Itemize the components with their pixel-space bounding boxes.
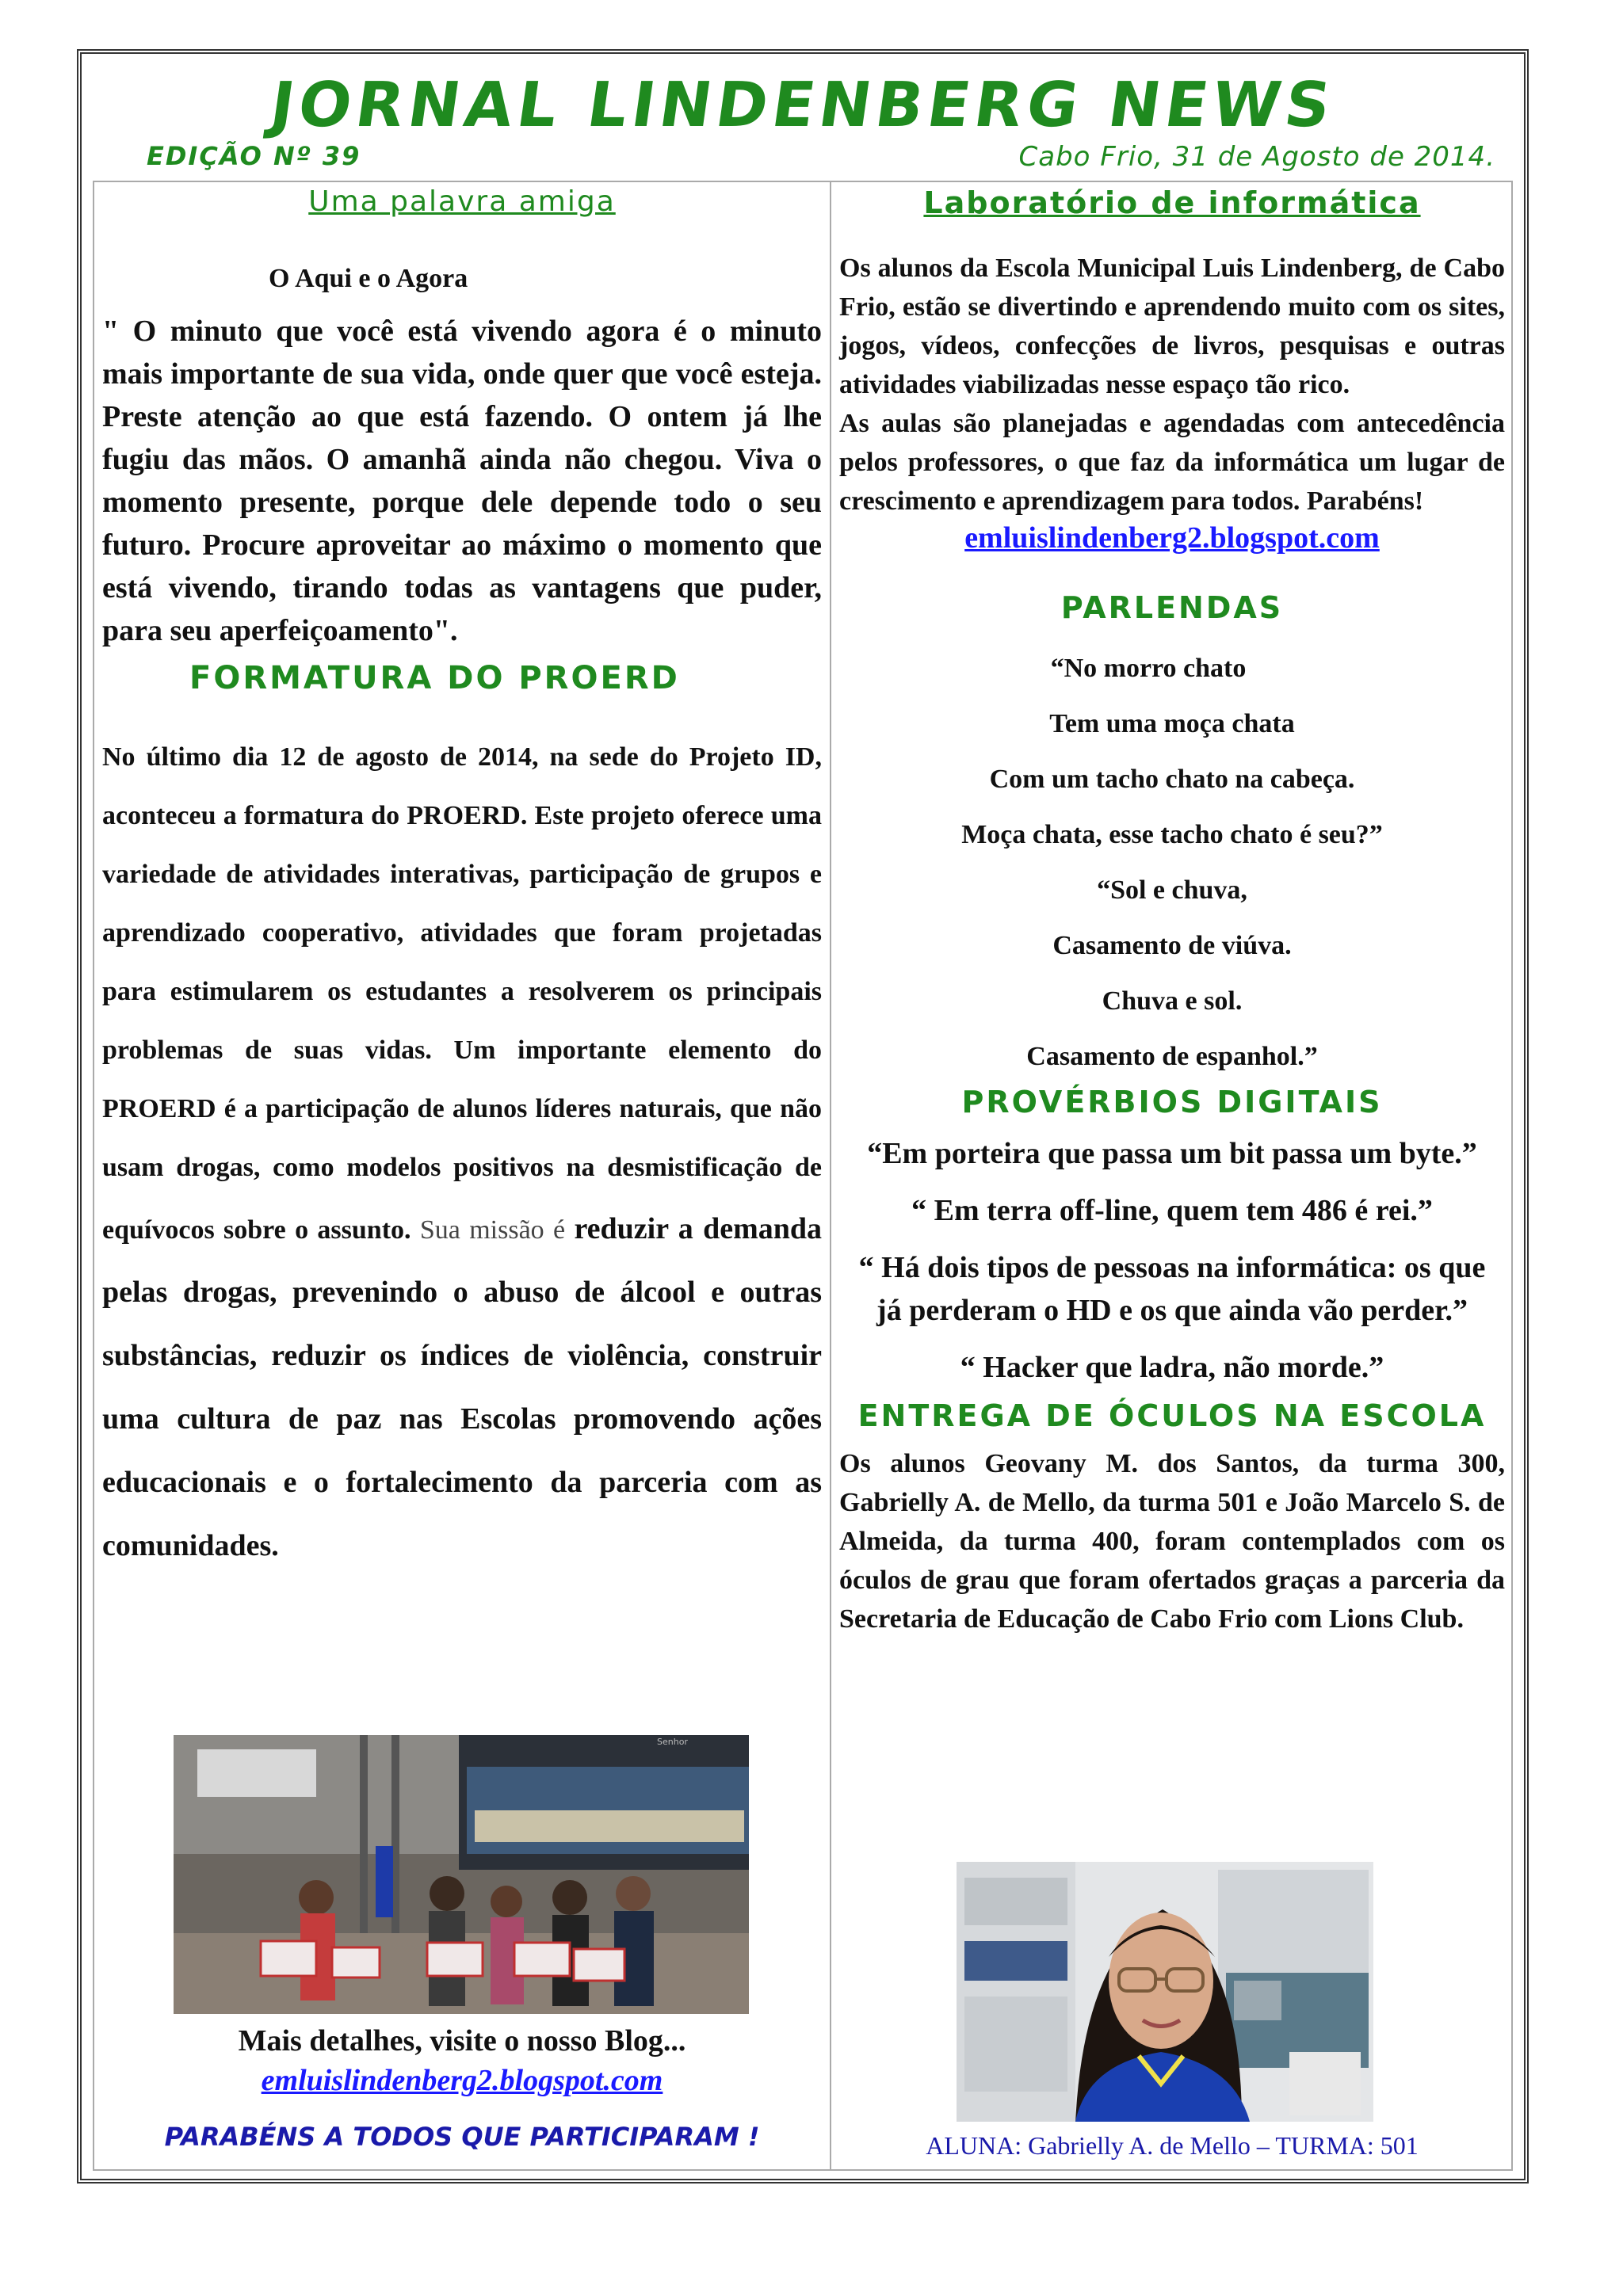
newspaper-title: JORNAL LINDENBERG NEWS [265,70,1340,141]
parlenda-line: Chuva e sol. [1102,986,1243,1016]
article-subtitle: O Aqui e o Agora [269,264,468,293]
parlenda-line: Moça chata, esse tacho chato é seu?” [961,820,1383,849]
proverbio-item: “ Há dois tipos de pessoas na informática: os que já perderam o HD e os que ainda vão perder.” [858,1251,1486,1327]
proverbio-item: “Em porteira que passa um bit passa um byte.” [867,1137,1477,1170]
left-column [94,182,830,2169]
proverbios-list [839,1132,1505,1389]
page-frame [77,49,1529,2183]
parlenda-line: Casamento de espanhol.” [1026,1042,1318,1071]
graduation-photo-image [174,1735,749,2014]
lab-blog-link[interactable]: emluislindenberg2.blogspot.com [964,521,1380,555]
congrats-message: PARABÉNS A TODOS QUE PARTICIPARAM ! [164,2122,760,2152]
proerd-article [102,728,822,1577]
heading-proverbios: PROVÉRBIOS DIGITAIS [961,1085,1383,1119]
parlenda-line: Casamento de viúva. [1052,931,1292,960]
heading-formatura-proerd: FORMATURA DO PROERD [189,660,680,696]
content-table [93,181,1513,2171]
photo-banner-text: Senhor [657,1737,688,1747]
proerd-mission-phrase: Sua missão é [419,1215,566,1245]
right-column [831,182,1513,2169]
parlenda-line: “Sol e chuva, [1097,875,1247,905]
heading-entrega-oculos: ENTREGA DE ÓCULOS NA ESCOLA [857,1398,1487,1433]
proerd-graduation-photo [174,1735,749,2014]
lab-paragraph-2: As aulas são planejadas e agendadas com antecedência pelos professores, o que faz da informática um lugar de crescimento e aprendizagem para todos. Parabéns! [839,409,1505,516]
parlendas-poem [839,641,1505,1085]
student-photo-caption: ALUNA: Gabrielly A. de Mello – TURMA: 501 [926,2131,1419,2160]
heading-laboratorio: Laboratório de informática [923,185,1421,220]
proverbio-item: “ Em terra off-line, quem tem 486 é rei.” [911,1194,1433,1227]
edition-number: EDIÇÃO Nº 39 [147,141,361,171]
lab-link-wrapper [839,521,1505,555]
student-photo [957,1862,1373,2122]
dateline: Cabo Frio, 31 de Agosto de 2014. [1018,141,1495,173]
blog-link[interactable]: emluislindenberg2.blogspot.com [261,2064,663,2097]
parlenda-line: “No morro chato [1050,654,1247,683]
student-photo-image [957,1862,1373,2122]
parlenda-line: Tem uma moça chata [1049,709,1295,738]
oculos-paragraph: Os alunos Geovany M. dos Santos, da turma 300, Gabrielly A. de Mello, da turma 501 e João Marcelo S. de Almeida, da turma 400, foram contemplados com os óculos de grau que foram ofertados graças a parceria da Secretaria de Educação de Cabo Frio com Lions Club. [839,1449,1505,1634]
proerd-text-part2: reduzir a demanda pelas drogas, prevenindo o abuso de álcool e outras substâncias, reduzir os índices de violência, construir uma cultura de paz nas Escolas promovendo ações educacionais e o fortalecimento da parceria com as comunidades. [102,1212,823,1562]
blog-link-wrapper [94,2063,830,2098]
proerd-text-part1: No último dia 12 de agosto de 2014, na sede do Projeto ID, aconteceu a formatura do PROERD. Este projeto oferece uma variedade de atividades interativas, participação de grupos e aprendizado cooperativo, atividades que foram projetadas para estimularem os estudantes a resolverem os principais problemas de suas vidas. Um importante elemento do PROERD é a participação de alunos líderes naturais, que não usam drogas, como modelos positivos na desmistificação de equívocos sobre o assunto. [102,742,822,1245]
heading-palavra-amiga: Uma palavra amiga [308,185,616,218]
quote-text: " O minuto que você está vivendo agora é o minuto mais importante de sua vida, onde quer que você esteja. Preste atenção ao que está fazendo. O ontem já lhe fugiu das mãos. O amanhã ainda não chegou. Viva o momento presente, porque dele depende todo o seu futuro. Procure aproveitar ao máximo o momento que está vivendo, tirando todas as vantagens que puder, para seu aperfeiçoamento". [102,315,822,647]
lab-paragraph-1: Os alunos da Escola Municipal Luis Lindenberg, de Cabo Frio, estão se divertindo e aprendendo muito com os sites, jogos, vídeos, confecções de livros, pesquisas e outras atividades viabilizadas nesse espaço tão rico. [839,254,1505,399]
heading-parlendas: PARLENDAS [1060,590,1284,625]
proverbio-item: “ Hacker que ladra, não morde.” [960,1351,1384,1384]
photo-caption: Mais detalhes, visite o nosso Blog... [238,2024,686,2058]
parlenda-line: Com um tacho chato na cabeça. [989,765,1355,794]
